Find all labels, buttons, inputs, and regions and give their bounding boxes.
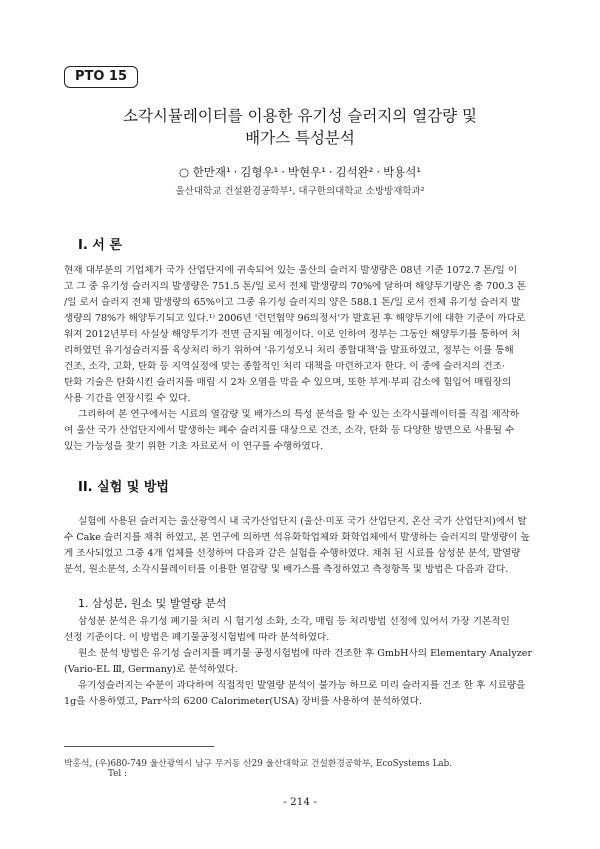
author-list: ○ 한만재¹ · 김형우¹ · 박현우¹ · 김석완² · 박용석¹ [178,165,421,179]
paper-title-line-2: 배가스 특성분석 [245,129,355,147]
body-line: 수 Cake 슬러지를 채취 하였고, 본 연구에 의하면 석유화학업체와 화학업체에서 발생하는 슬러지의 발생량이 높 [64,532,530,543]
body-line: 탄화 기술은 탄화시킨 슬러지를 매립 시 2차 오염을 막을 수 있으며, 또한 부게·부피 감소에 힘입어 매립장의 [64,377,512,388]
section-heading-introduction: I. 서 론 [78,238,122,253]
body-line: 리하였던 유기성슬러지를 육상처리 하기 위하여 '유기성오니 처리 종합대책'을 발표하였고, 정부는 이를 통해 [64,345,514,356]
affiliation: 울산대학교 건설환경공학부¹, 대구한의대학교 소방방재학과² [175,186,425,197]
body-line: 고 그 중 유기성 슬러지의 발생량은 751.5 톤/일 로서 전체 발생량의 70%에 달하며 해양투기량은 총 700.3 톤 [64,281,526,292]
body-line: 분석, 원소분석, 소각시뮬레이터를 이용한 열감량 및 배가스를 측정하였고 측정항목 및 방법은 다음과 같다. [64,564,509,575]
body-line: 원소 분석 방법은 유기성 슬러지를 폐기물 공정시험법에 따라 건조한 후 GmbH사의 Elementary Analyzer [78,648,533,659]
page-number: - 214 - [283,796,317,808]
body-line: 1g을 사용하였고, Parr사의 6200 Calorimeter(USA) 장비를 사용하여 분석하였다. [64,696,422,707]
presenter-mark: ○ [178,165,190,179]
body-line: 현재 대부분의 기업체가 국가 산업단지에 귀속되어 있는 울산의 슬러지 발생량은 08년 기준 1072.7 톤/일 이 [64,265,518,276]
section-heading-methods: II. 실험 및 방법 [78,480,169,495]
body-line: 선정 기준이다. 이 방법은 폐기물공정시험법에 따라 분석하였다. [64,632,330,643]
body-line: 건조, 소각, 고화, 탄화 등 지역실정에 맞는 종합적인 처리 대책을 마련하고자 한다. 이 중에 슬러지의 건조· [64,361,505,372]
author-name: 박용석¹ [383,165,421,179]
footnote-tel: Tel : [108,769,127,779]
body-line: 사용 기간을 연장시킬 수 있다. [64,393,191,404]
author-name: 김형우¹ [240,165,279,179]
body-line: 여 울산 국가 산업단지에서 발생하는 폐수 슬러지를 대상으로 건조, 소각, 탄화 등 다양한 방면으로 사용될 수 [64,425,515,436]
body-line: 삼성분 분석은 유기성 폐기물 처리 시 험기성 소화, 소각, 매립 등 처리방법 선정에 있어서 가장 기본적인 [78,616,510,627]
body-line: 생량의 78%가 해양투기되고 있다.¹⁾ 2006년 '런던협약 96의정서'가 발효된 후 해양투기에 대한 기준이 까다로 [64,313,526,324]
body-line: 워져 2012년부터 사실상 해양투기가 전면 금지될 예정이다. 이로 인하여 정부는 그동안 해양투기를 통하여 처 [64,329,521,340]
author-name: 한만재¹ [192,165,231,179]
session-badge: PTO 15 [64,66,138,88]
body-line: /일 로서 슬러지 전체 발생량의 65%이고 그중 유기성 슬러지의 양은 588.1 톤/일 로서 전체 유기성 슬러지 발 [64,297,521,308]
author-name: 김석완² [335,165,374,179]
body-line: (Vario-EL Ⅲ, Germany)로 분석하였다. [64,664,238,675]
footnote-contact: 박홍석, (우)680-749 울산광역시 남구 무거동 산29 울산대학교 건설환경공학부, EcoSystems Lab. [64,759,453,769]
body-line: 유기성슬러지는 수분이 과다하여 직접적인 발열량 분석이 불가능 하므로 미리 슬러지를 건조 한 후 시료량을 [78,680,526,691]
body-line: 실험에 사용된 슬러지는 울산광역시 내 국가산업단지 (울산·미포 국가 산업단지, 온산 국가 산업단지)에서 탈 [78,516,527,527]
paper-title-line-1: 소각시뮬레이터를 이용한 유기성 슬러지의 열감량 및 [122,107,478,125]
body-line: 있는 가능성을 찾기 위한 기초 자료로서 이 연구를 수행하였다. [64,441,324,452]
footnote-divider [64,746,214,747]
author-name: 박현우¹ [287,165,326,179]
body-line: 그리하여 본 연구에서는 시료의 열감량 및 배가스의 특성 분석을 할 수 있는 소각시뮬레이터를 직접 제작하 [78,409,520,420]
body-line: 게 조사되었고 그중 4개 업체를 선정하여 다음과 같은 실험을 수행하였다. 채취 된 시료를 삼성분 분석, 발열량 [64,548,521,559]
subsection-heading: 1. 삼성분, 원소 및 발열량 분석 [78,597,227,610]
